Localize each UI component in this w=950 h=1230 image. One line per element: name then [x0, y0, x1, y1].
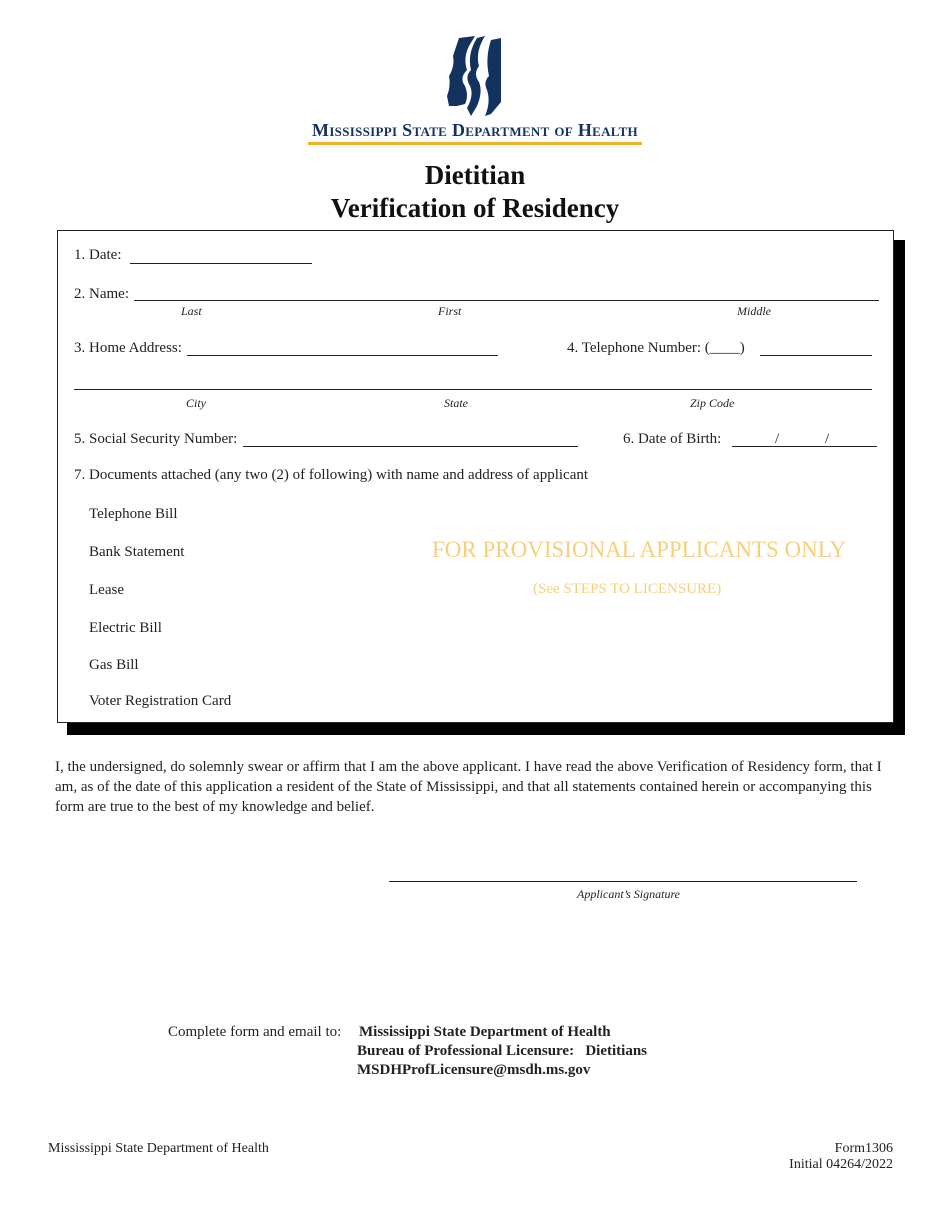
footer-revision: Initial 04264/2022 — [789, 1157, 893, 1172]
logo-underline — [308, 142, 642, 145]
name-middle-caption: Middle — [737, 304, 771, 318]
name-label: 2. Name: — [74, 286, 129, 302]
home-address-field[interactable] — [187, 355, 498, 356]
telephone-field[interactable] — [760, 355, 872, 356]
name-last-caption: Last — [181, 304, 202, 318]
footer-org: Mississippi State Department of Health — [48, 1141, 269, 1156]
document-item: Lease — [89, 582, 124, 598]
telephone-label: 4. Telephone Number: (____) — [567, 340, 745, 356]
dob-separator: / — [775, 431, 780, 447]
document-item: Telephone Bill — [89, 506, 178, 522]
affirmation-text: I, the undersigned, do solemnly swear or affirm that I am the above applicant. I have read the above Verification of Residency form, that I am, as of the date of this application a resident of the State of Mississippi, and that all statements contained herein or accompanying this form are true to the best of my knowledge and belief. — [55, 759, 882, 815]
home-address-label: 3. Home Address: — [74, 340, 182, 356]
ssn-label: 5. Social Security Number: — [74, 431, 238, 447]
city-caption: City — [186, 396, 206, 410]
submission-org: Mississippi State Department of Health — [359, 1024, 611, 1040]
form-subtitle: Verification of Residency — [330, 193, 620, 223]
documents-label: 7. Documents attached (any two (2) of following) with name and address of applicant — [74, 467, 589, 483]
name-first-caption: First — [438, 304, 462, 318]
date-label: 1. Date: — [74, 247, 122, 263]
msdh-faces-logo-icon — [445, 36, 505, 120]
signature-caption: Applicant’s Signature — [577, 887, 680, 901]
signature-field[interactable] — [389, 881, 857, 882]
name-field[interactable] — [134, 300, 879, 301]
provisional-heading: FOR PROVISIONAL APPLICANTS ONLY — [432, 537, 847, 562]
submission-label: Complete form and email to: — [168, 1024, 342, 1040]
document-item: Electric Bill — [89, 620, 162, 636]
document-item: Bank Statement — [89, 544, 185, 560]
zip-caption: Zip Code — [690, 396, 735, 410]
state-caption: State — [444, 396, 468, 410]
document-item: Voter Registration Card — [89, 693, 232, 709]
logo-wordmark: Mississippi State Department of Health — [312, 120, 638, 140]
provisional-note: (See STEPS TO LICENSURE) — [533, 581, 722, 597]
box-shadow-right — [893, 240, 905, 735]
box-shadow-bottom — [67, 722, 905, 735]
submission-email[interactable]: MSDHProfLicensure@msdh.ms.gov — [357, 1062, 591, 1078]
submission-bureau: Bureau of Professional Licensure: Dietitians — [357, 1043, 647, 1059]
document-item: Gas Bill — [89, 657, 139, 673]
date-field[interactable] — [130, 263, 312, 264]
city-state-zip-field[interactable] — [74, 389, 872, 390]
dob-field[interactable] — [732, 446, 877, 447]
ssn-field[interactable] — [243, 446, 578, 447]
footer-form-number: Form1306 — [834, 1141, 893, 1156]
dob-label: 6. Date of Birth: — [623, 431, 722, 447]
dob-separator: / — [825, 431, 830, 447]
form-title: Dietitian — [424, 160, 526, 190]
